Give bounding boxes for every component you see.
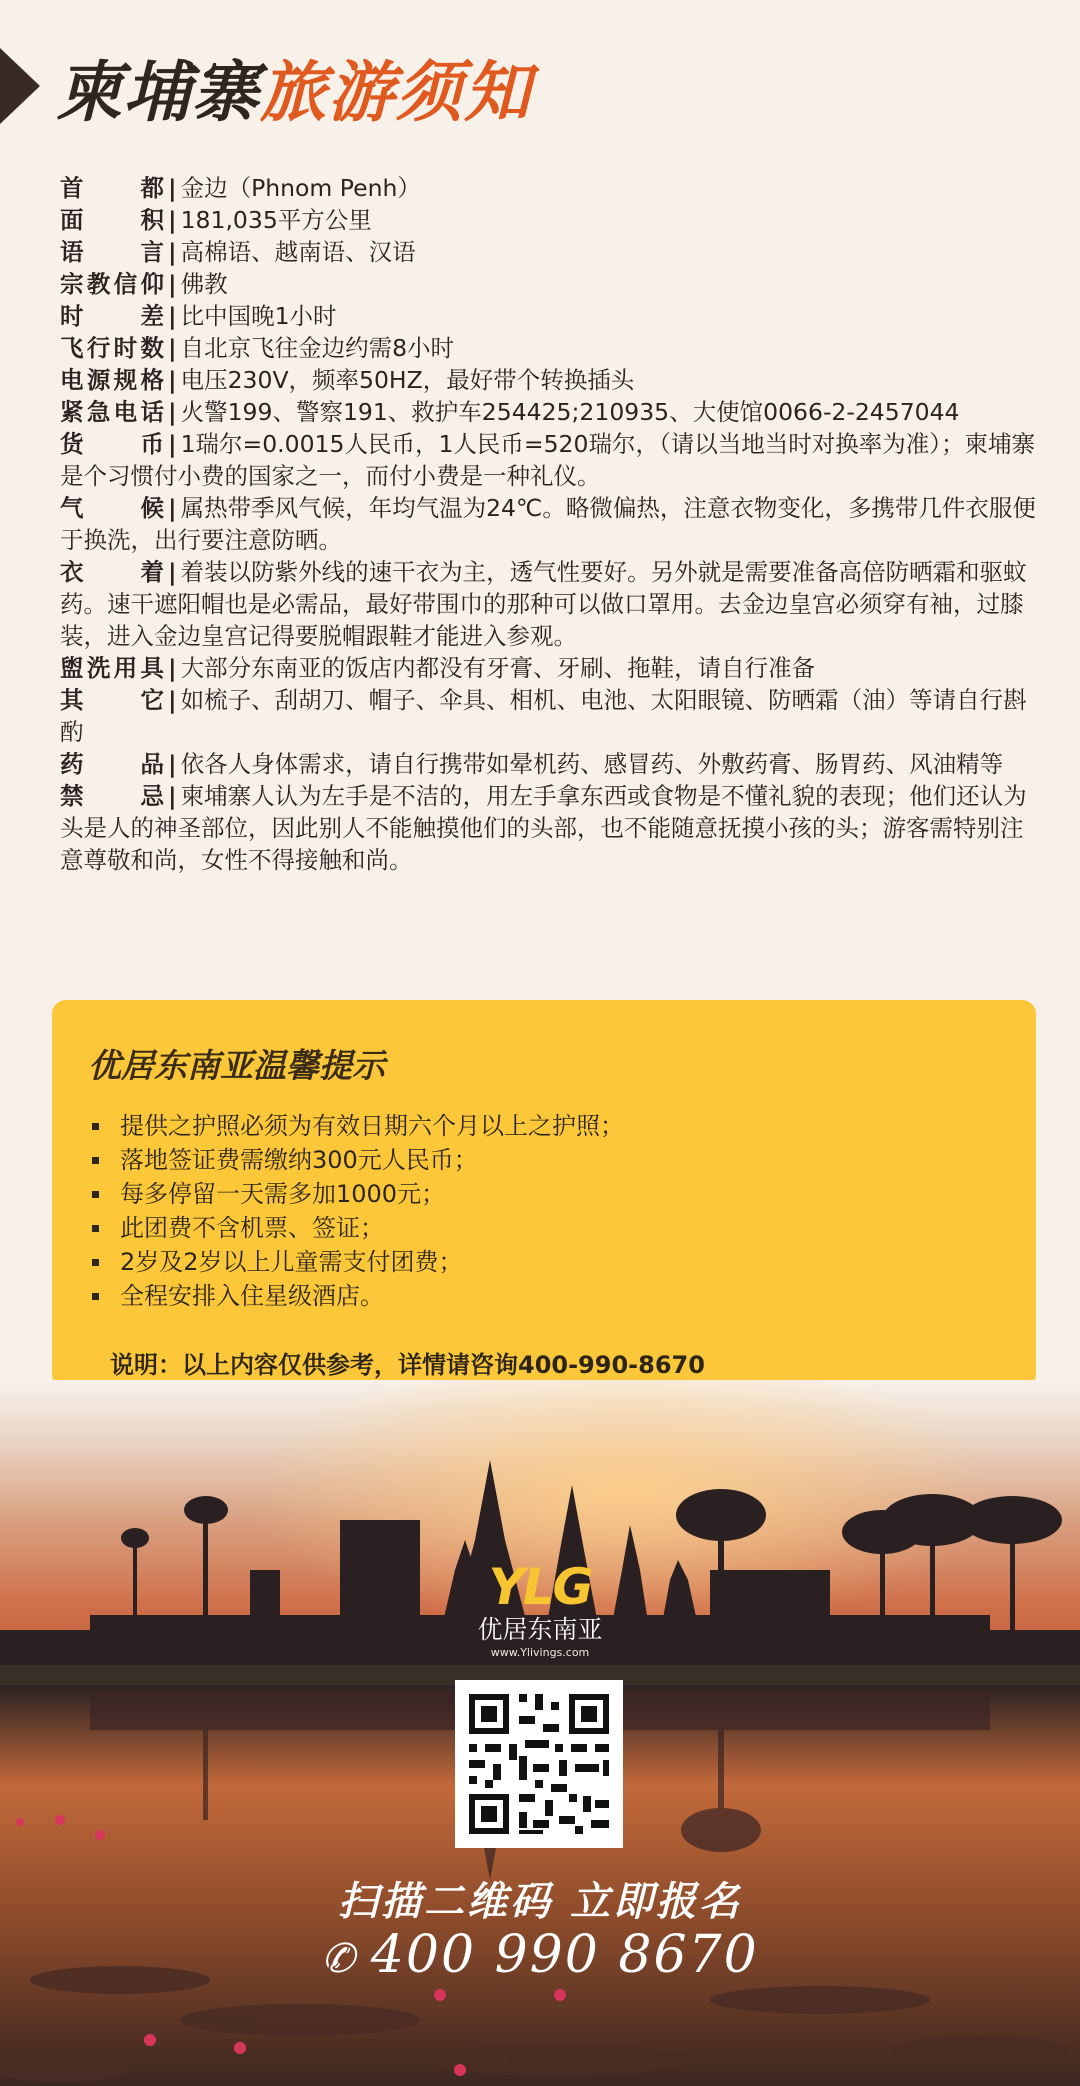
info-row: 盥洗用具 | 大部分东南亚的饭店内都没有牙膏、牙刷、拖鞋，请自行准备: [60, 654, 816, 682]
info-value: 电压230V，频率50HZ，最好带个转换插头: [180, 366, 635, 394]
info-label: 气候: [60, 494, 164, 522]
tips-item: 落地签证费需缴纳300元人民币；: [88, 1143, 1000, 1177]
title-country: 柬埔寨: [56, 54, 260, 131]
qr-code[interactable]: [455, 1680, 623, 1848]
info-label: 电源规格: [60, 366, 164, 394]
tips-box: [52, 1000, 1036, 1388]
tips-item: 2岁及2岁以上儿童需支付团费；: [88, 1245, 1000, 1279]
info-label: 紧急电话: [60, 398, 164, 426]
info-value: 佛教: [180, 270, 228, 298]
info-label: 其它: [60, 686, 164, 714]
square-bullet-icon: [92, 1123, 99, 1130]
info-label: 货币: [60, 430, 164, 458]
info-value: 比中国晚1小时: [180, 302, 337, 330]
info-label: 禁忌: [60, 782, 164, 810]
info-row: 首都 | 金边（Phnom Penh）: [60, 174, 421, 202]
info-row: 时差 | 比中国晚1小时: [60, 302, 337, 330]
logo-url: www.Ylivings.com: [490, 1646, 590, 1659]
info-row: 面积 | 181,035平方公里: [60, 206, 372, 234]
corner-arrow-decoration: [0, 48, 40, 124]
info-label: 飞行时数: [60, 334, 164, 362]
info-row: 紧急电话 | 火警199、警察191、救护车254425;210935、大使馆0066-2-2457044: [60, 398, 960, 426]
tips-note: 说明：以上内容仅供参考，详情请咨询400-990-8670: [110, 1351, 705, 1379]
info-row: 宗教信仰 | 佛教: [60, 270, 228, 298]
info-label: 衣着: [60, 558, 164, 586]
square-bullet-icon: [92, 1157, 99, 1164]
info-label: 时差: [60, 302, 164, 330]
tips-list: [88, 1109, 1000, 1313]
info-label: 面积: [60, 206, 164, 234]
info-value: 着装以防紫外线的速干衣为主，透气性要好。另外就是需要准备高倍防晒霜和驱蚊药。速干遮阳帽也是必需品，最好带围巾的那种可以做口罩用。去金边皇宫必须穿有袖，过膝装，进入金边皇宫记得要脱帽跟鞋才能进入参观。: [60, 558, 1027, 650]
info-row: 飞行时数 | 自北京飞往金边约需8小时: [60, 334, 455, 362]
page-title: [56, 48, 532, 138]
info-value: 大部分东南亚的饭店内都没有牙膏、牙刷、拖鞋，请自行准备: [180, 654, 816, 682]
info-label: 宗教信仰: [60, 270, 164, 298]
logo-mark: YLG: [488, 1558, 592, 1616]
info-value: 自北京飞往金边约需8小时: [180, 334, 455, 362]
info-value: 柬埔寨人认为左手是不洁的，用左手拿东西或食物是不懂礼貌的表现；他们还认为头是人的神圣部位，因此别人不能触摸他们的头部，也不能随意抚摸小孩的头；游客需特别注意尊敬和尚，女性不得接触和尚。: [60, 782, 1027, 874]
info-label: 首都: [60, 174, 164, 202]
tips-item: 全程安排入住星级酒店。: [88, 1279, 1000, 1313]
square-bullet-icon: [92, 1293, 99, 1300]
info-row: 电源规格 | 电压230V，频率50HZ，最好带个转换插头: [60, 366, 635, 394]
info-value: 金边（Phnom Penh）: [180, 174, 421, 202]
info-value: 依各人身体需求，请自行携带如晕机药、感冒药、外敷药膏、肠胃药、风油精等: [180, 750, 1004, 778]
info-value: 高棉语、越南语、汉语: [180, 238, 416, 266]
title-guide: 旅游须知: [260, 54, 532, 131]
tips-title: 优居东南亚温馨提示: [88, 1046, 385, 1085]
info-value: 火警199、警察191、救护车254425;210935、大使馆0066-2-2457044: [180, 398, 960, 426]
info-value: 属热带季风气候，年均气温为24℃。略微偏热，注意衣物变化，多携带几件衣服便于换洗，出行要注意防晒。: [60, 494, 1036, 554]
phone-line: [0, 1925, 1080, 1985]
scan-to-register-text: 扫描二维码 立即报名: [338, 1879, 742, 1925]
phone-icon: ✆: [321, 1936, 357, 1982]
tips-item: 提供之护照必须为有效日期六个月以上之护照；: [88, 1109, 1000, 1143]
info-value: 如梳子、刮胡刀、帽子、伞具、相机、电池、太阳眼镜、防晒霜（油）等请自行斟酌: [60, 686, 1027, 746]
info-label: 语言: [60, 238, 164, 266]
brand-logo: [470, 1560, 610, 1660]
square-bullet-icon: [92, 1225, 99, 1232]
info-row: 药品 | 依各人身体需求，请自行携带如晕机药、感冒药、外敷药膏、肠胃药、风油精等: [60, 750, 1004, 778]
info-row: 气候 | 属热带季风气候，年均气温为24℃。略微偏热，注意衣物变化，多携带几件衣服便于换洗，出行要注意防晒。: [60, 494, 1036, 554]
tips-item: 每多停留一天需多加1000元；: [88, 1177, 1000, 1211]
square-bullet-icon: [92, 1259, 99, 1266]
info-row: 衣着 | 着装以防紫外线的速干衣为主，透气性要好。另外就是需要准备高倍防晒霜和驱蚊药。速干遮阳帽也是必需品，最好带围巾的那种可以做口罩用。去金边皇宫必须穿有袖，过膝装，进入金边皇宫记得要脱帽跟鞋才能进入参观。: [60, 558, 1027, 650]
info-row: 货币 | 1瑞尔=0.0015人民币，1人民币=520瑞尔，（请以当地当时对换率为准）；柬埔寨是个习惯付小费的国家之一，而付小费是一种礼仪。: [60, 430, 1035, 490]
qr-code-icon: [455, 1680, 623, 1848]
square-bullet-icon: [92, 1191, 99, 1198]
info-row: 禁忌 | 柬埔寨人认为左手是不洁的，用左手拿东西或食物是不懂礼貌的表现；他们还认为头是人的神圣部位，因此别人不能触摸他们的头部，也不能随意抚摸小孩的头；游客需特别注意尊敬和尚，女性不得接触和尚。: [60, 782, 1027, 874]
info-label: 药品: [60, 750, 164, 778]
info-row: 其它 | 如梳子、刮胡刀、帽子、伞具、相机、电池、太阳眼镜、防晒霜（油）等请自行斟酌: [60, 686, 1027, 746]
info-value: 181,035平方公里: [180, 206, 372, 234]
info-section: [60, 172, 1040, 876]
info-label: 盥洗用具: [60, 654, 164, 682]
info-value: 1瑞尔=0.0015人民币，1人民币=520瑞尔，（请以当地当时对换率为准）；柬埔寨是个习惯付小费的国家之一，而付小费是一种礼仪。: [60, 430, 1035, 490]
logo-name: 优居东南亚: [477, 1615, 603, 1644]
tips-item: 此团费不含机票、签证；: [88, 1211, 1000, 1245]
info-row: 语言 | 高棉语、越南语、汉语: [60, 238, 416, 266]
phone-number: 400 990 8670: [370, 1925, 759, 1985]
